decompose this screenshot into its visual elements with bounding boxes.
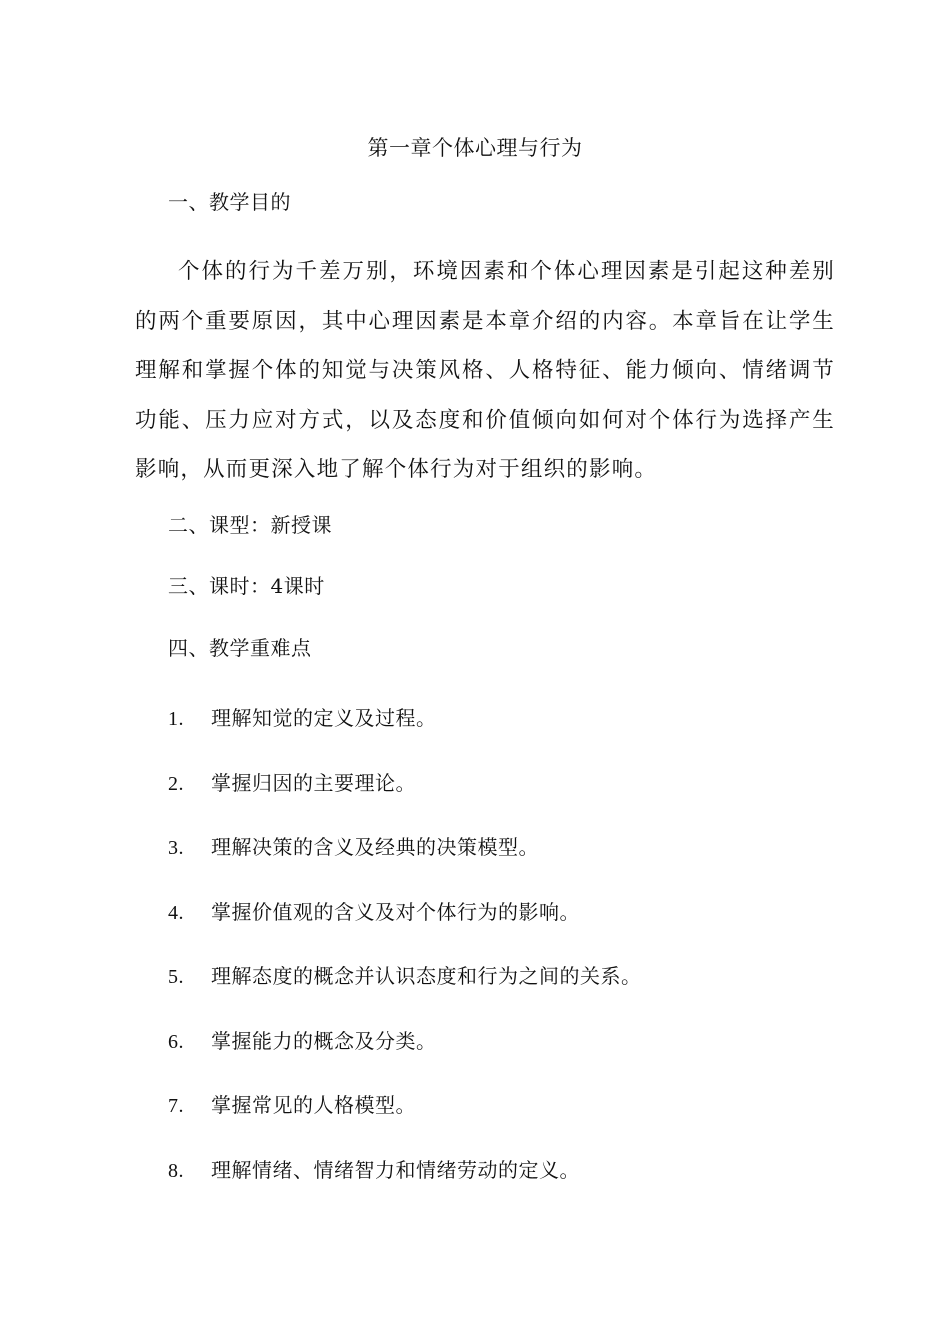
chapter-title: 第一章个体心理与行为	[367, 136, 583, 160]
list-text: 掌握能力的概念及分类。	[211, 1028, 437, 1053]
list-item	[168, 962, 642, 1027]
course-type-line: 二、课型：新授课	[168, 513, 332, 537]
list-text: 掌握归因的主要理论。	[211, 770, 416, 795]
list-number: 4.	[168, 901, 184, 924]
list-number: 5.	[168, 966, 184, 988]
list-text: 理解知觉的定义及过程。	[211, 706, 437, 730]
list-text: 理解态度的概念并认识态度和行为之间的关系。	[211, 964, 642, 988]
class-hours-line: 三、课时：4课时	[168, 574, 325, 598]
list-item	[168, 704, 642, 769]
key-points-heading: 四、教学重难点	[168, 636, 312, 660]
objective-paragraph: 个体的行为千差万别，环境因素和个体心理因素是引起这种差别的两个重要原因，其中心理因素是本章介绍的内容。本章旨在让学生理解和掌握个体的知觉与决策风格、人格特征、能力倾向、情绪调节功能、压力应对方式，以及态度和价值倾向如何对个体行为选择产生影响，从而更深入地了解个体行为对于组织的影响。	[135, 259, 835, 482]
list-item	[168, 833, 642, 898]
objective-heading: 一、教学目的	[168, 190, 291, 214]
list-number: 7.	[168, 1095, 184, 1117]
list-item	[168, 898, 642, 963]
list-number: 3.	[168, 837, 184, 859]
list-number: 1.	[168, 708, 184, 730]
list-item	[168, 1027, 642, 1092]
list-text: 掌握价值观的含义及对个体行为的影响。	[211, 899, 580, 924]
list-text: 掌握常见的人格模型。	[211, 1093, 416, 1117]
list-text: 理解决策的含义及经典的决策模型。	[211, 835, 539, 859]
list-item	[168, 1091, 642, 1156]
list-number: 2.	[168, 772, 184, 795]
list-number: 8.	[168, 1159, 184, 1182]
list-number: 6.	[168, 1030, 184, 1053]
list-item	[168, 769, 642, 834]
list-item	[168, 1156, 642, 1221]
key-points-list	[168, 704, 642, 1220]
list-text: 理解情绪、情绪智力和情绪劳动的定义。	[211, 1157, 580, 1182]
